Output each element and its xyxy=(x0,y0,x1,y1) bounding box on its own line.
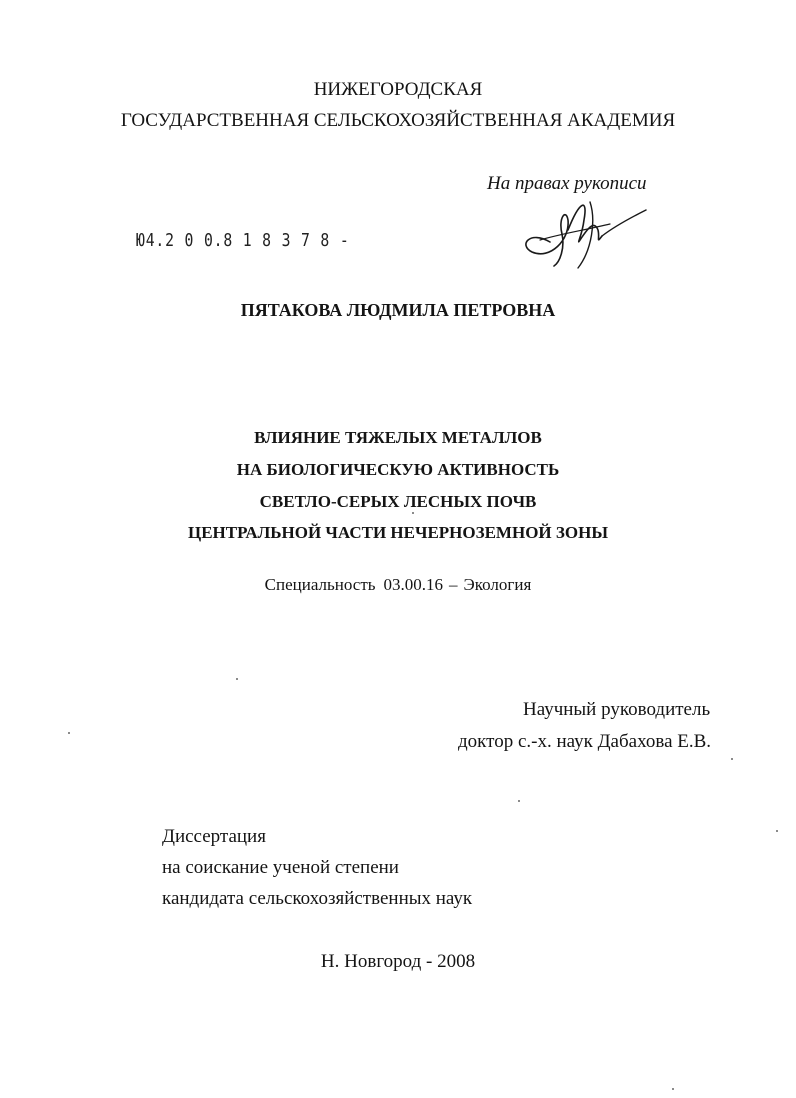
specialty-code: 03.00.16 xyxy=(383,575,444,594)
scan-speck xyxy=(68,732,70,734)
scan-speck xyxy=(412,512,414,514)
thesis-title-line-3: СВЕТЛО-СЕРЫХ ЛЕСНЫХ ПОЧВ xyxy=(259,492,537,511)
thesis-title-line-1: ВЛИЯНИЕ ТЯЖЕЛЫХ МЕТАЛЛОВ xyxy=(254,428,542,447)
specialty-line xyxy=(0,573,796,597)
advisor-name: доктор с.-х. наук Дабахова Е.В. xyxy=(458,731,712,752)
thesis-title-line-2: НА БИОЛОГИЧЕСКУЮ АКТИВНОСТЬ xyxy=(236,460,560,479)
scan-speck xyxy=(518,800,520,802)
specialty-separator: – xyxy=(449,575,458,594)
thesis-title-line-4: ЦЕНТРАЛЬНОЙ ЧАСТИ НЕЧЕРНОЗЕМНОЙ ЗОНЫ xyxy=(187,523,609,542)
scan-speck xyxy=(236,678,238,680)
institution-line-1: НИЖЕГОРОДСКАЯ xyxy=(313,79,483,100)
scan-speck xyxy=(731,758,733,760)
city-year: Н. Новгород - 2008 xyxy=(320,951,476,972)
advisor-label: Научный руководитель xyxy=(523,699,711,720)
dissertation-line-2: на соискание ученой степени xyxy=(162,857,399,878)
handwritten-signature xyxy=(510,190,660,270)
inventory-stamp-number: Ю4.2 0 0.8 1 8 3 7 8 - xyxy=(136,230,350,251)
dissertation-line-1: Диссертация xyxy=(162,826,266,847)
dissertation-line-3: кандидата сельскохозяйственных наук xyxy=(162,888,473,909)
institution-line-2: ГОСУДАРСТВЕННАЯ СЕЛЬСКОХОЗЯЙСТВЕННАЯ АКАДЕМИЯ xyxy=(120,110,676,131)
author-name: ПЯТАКОВА ЛЮДМИЛА ПЕТРОВНА xyxy=(240,300,556,320)
scan-speck xyxy=(776,830,778,832)
specialty-name: Экология xyxy=(463,575,532,594)
rights-note: На правах рукописи xyxy=(487,173,647,194)
scan-speck xyxy=(672,1088,674,1090)
specialty-label: Специальность xyxy=(264,575,376,594)
